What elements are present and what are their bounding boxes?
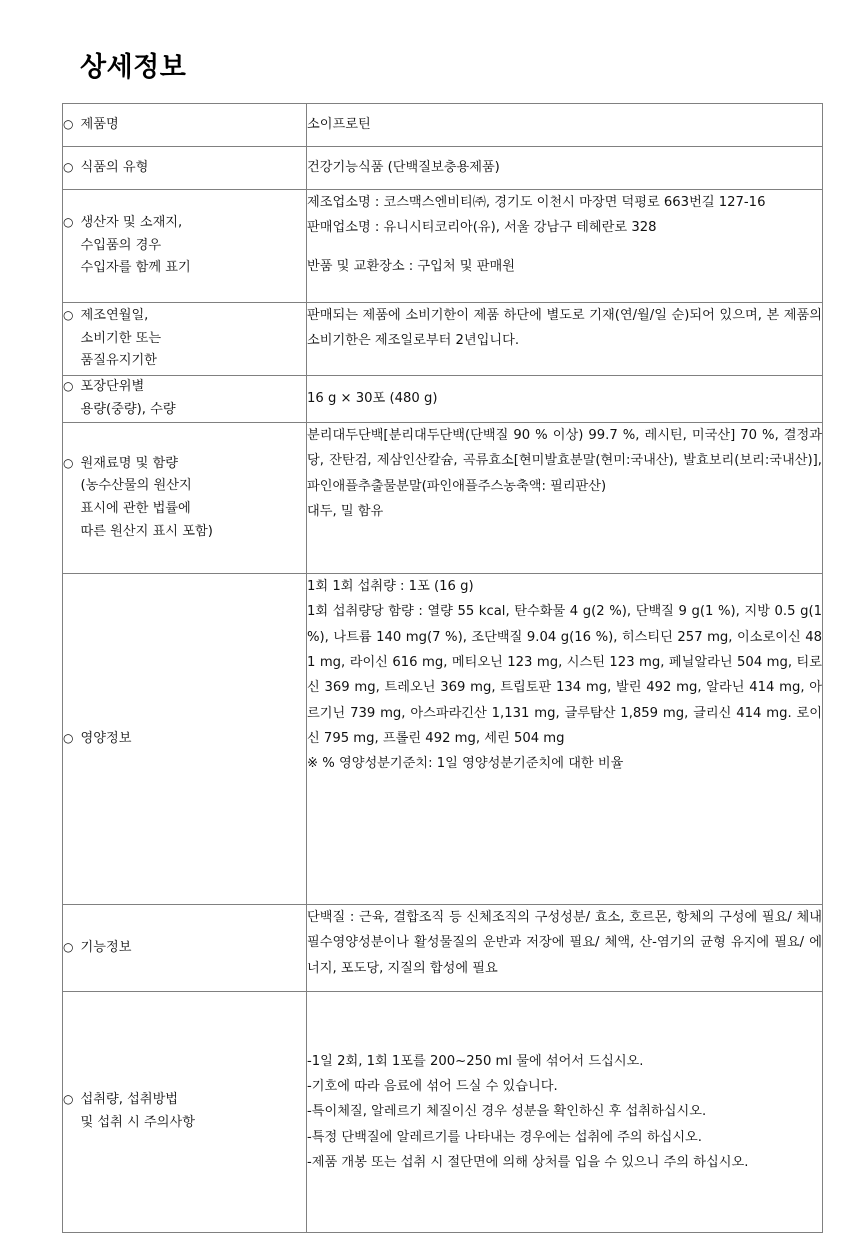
value-paragraph: 1회 1회 섭취량 : 1포 (16 g) [307,579,474,594]
row-value-package-unit [307,376,823,423]
circle-bullet-icon: ○ [63,159,74,174]
circle-bullet-icon: ○ [63,379,74,394]
row-label-ingredients [63,423,307,574]
row-label-intake [63,992,307,1233]
label-line: 수입자를 함께 표기 [80,260,191,276]
row-label-manufacture-date [63,303,307,376]
circle-bullet-icon: ○ [63,116,74,131]
value-paragraph: 제조업소명 : 코스맥스엔비티㈜, 경기도 이천시 마장면 덕평로 663번길 127-16 [307,195,766,210]
value-paragraph: -기호에 따라 음료에 섞어 드실 수 있습니다. [307,1078,558,1094]
value-paragraph: 분리대두단백[분리대두단백(단백질 90 % 이상) 99.7 %, 레시틴, 미국산] 70 %, 결정과당, 잔탄검, 제삼인산칼슘, 곡류효소[현미발효분말(현미:국내산), 발효보리(보리:국내산)], 파인애플추출물분말(파인애플주스농축액: 필리판산) [307,428,822,494]
row-value-product-name [307,104,823,147]
row-value-intake [307,992,823,1233]
value-paragraph: 판매되는 제품에 소비기한이 제품 하단에 별도로 기재(연/월/일 순)되어 있으며, 본 제품의 소비기한은 제조일로부터 2년입니다. [307,308,822,349]
row-value-nutrition [307,574,823,905]
value-paragraph: -제품 개봉 또는 섭취 시 절단면에 의해 상처를 입을 수 있으니 주의 하십시오. [307,1155,749,1171]
value-paragraph: 단백질 : 근육, 결합조직 등 신체조직의 구성성분/ 효소, 호르몬, 항체의 구성에 필요/ 체내 필수영양성분이나 활성물질의 운반과 저장에 필요/ 체액, 산-염기의 균형 유지에 필요/ 에너지, 포도당, 지질의 합성에 필요 [307,910,822,976]
circle-bullet-icon: ○ [63,730,74,745]
value-paragraph: 소이프로틴 [307,117,371,133]
table-body [63,104,823,1233]
table-row [63,190,823,303]
row-value-manufacturer [307,190,823,303]
label-line: 섭취량, 섭취방법 [80,1092,179,1108]
row-label-package-unit [63,376,307,423]
circle-bullet-icon: ○ [63,455,74,470]
label-line: 제품명 [80,116,119,132]
label-line: 원재료명 및 함량 [80,455,179,471]
row-value-manufacture-date [307,303,823,376]
table-row [63,423,823,574]
row-value-function [307,905,823,992]
table-row [63,574,823,905]
label-line: 식품의 유형 [80,159,149,175]
label-line: (농수산물의 원산지 [80,478,192,494]
label-line: 소비기한 또는 [80,330,162,346]
row-label-manufacturer [63,190,307,303]
table-row [63,905,823,992]
label-line: 수입품의 경우 [80,237,162,253]
row-value-ingredients [307,423,823,574]
value-paragraph: -1일 2회, 1회 1포를 200~250 ml 물에 섞어서 드십시오. [307,1053,644,1069]
value-paragraph: 1회 섭취량당 함량 : 열량 55 kcal, 탄수화물 4 g(2 %), 단백질 9 g(1 %), 지방 0.5 g(1 %), 나트륨 140 mg(7 %), 조단백질 9.04 g(16 %), 히스티딘 257 mg, 이소로이신 481 mg, 라이신 616 mg, 메티오닌 123 mg, 시스틴 123 mg, 페닐알라닌 504 mg, 티로신 369 mg, 트레오닌 369 mg, 트립토판 134 mg, 발린 492 mg, 알라닌 414 mg, 아르기닌 739 mg, 아스파라긴산 1,131 mg, 글루탐산 1,859 mg, 글리신 414 mg. 로이신 795 mg, 프롤린 492 mg, 세린 504 mg [307,604,822,747]
table-row [63,303,823,376]
label-line: 및 섭취 시 주의사항 [80,1115,195,1130]
table-row [63,104,823,147]
row-label-food-type [63,147,307,190]
table-row [63,147,823,190]
label-line: 기능정보 [80,939,132,955]
circle-bullet-icon: ○ [63,1092,74,1107]
label-line: 표시에 관한 법률에 [80,501,191,516]
value-paragraph: ※ % 영양성분기준치: 1일 영양성분기준치에 대한 비율 [307,756,624,772]
label-line: 생산자 및 소재지, [80,214,183,230]
label-line: 포장단위별 [80,379,145,395]
circle-bullet-icon: ○ [63,307,74,322]
row-label-nutrition [63,574,307,905]
table-row [63,992,823,1233]
value-paragraph: 대두, 밀 함유 [307,504,384,520]
value-paragraph: 건강기능식품 (단백질보충용제품) [307,160,500,176]
circle-bullet-icon: ○ [63,939,74,954]
circle-bullet-icon: ○ [63,214,74,229]
table-row [63,376,823,423]
value-paragraph: 16 g × 30포 (480 g) [307,391,438,407]
label-line: 따른 원산지 표시 포함) [80,523,213,539]
row-label-product-name [63,104,307,147]
label-line: 품질유지기한 [80,353,157,369]
value-paragraph: -특이체질, 알레르기 체질이신 경우 성분을 확인하신 후 섭취하십시오. [307,1104,707,1120]
page-title: 상세정보 [80,52,187,83]
label-line: 제조연월일, [80,307,149,323]
value-paragraph: 판매업소명 : 유니시티코리아(유), 서울 강남구 테헤란로 328 [307,220,657,236]
label-line: 용량(중량), 수량 [80,402,176,417]
value-paragraph: -특정 단백질에 알레르기를 나타내는 경우에는 섭취에 주의 하십시오. [307,1129,702,1145]
product-detail-table [62,103,823,1233]
row-value-food-type [307,147,823,190]
row-label-function [63,905,307,992]
label-line: 영양정보 [80,730,132,746]
value-paragraph: 반품 및 교환장소 : 구입처 및 판매원 [307,258,515,274]
